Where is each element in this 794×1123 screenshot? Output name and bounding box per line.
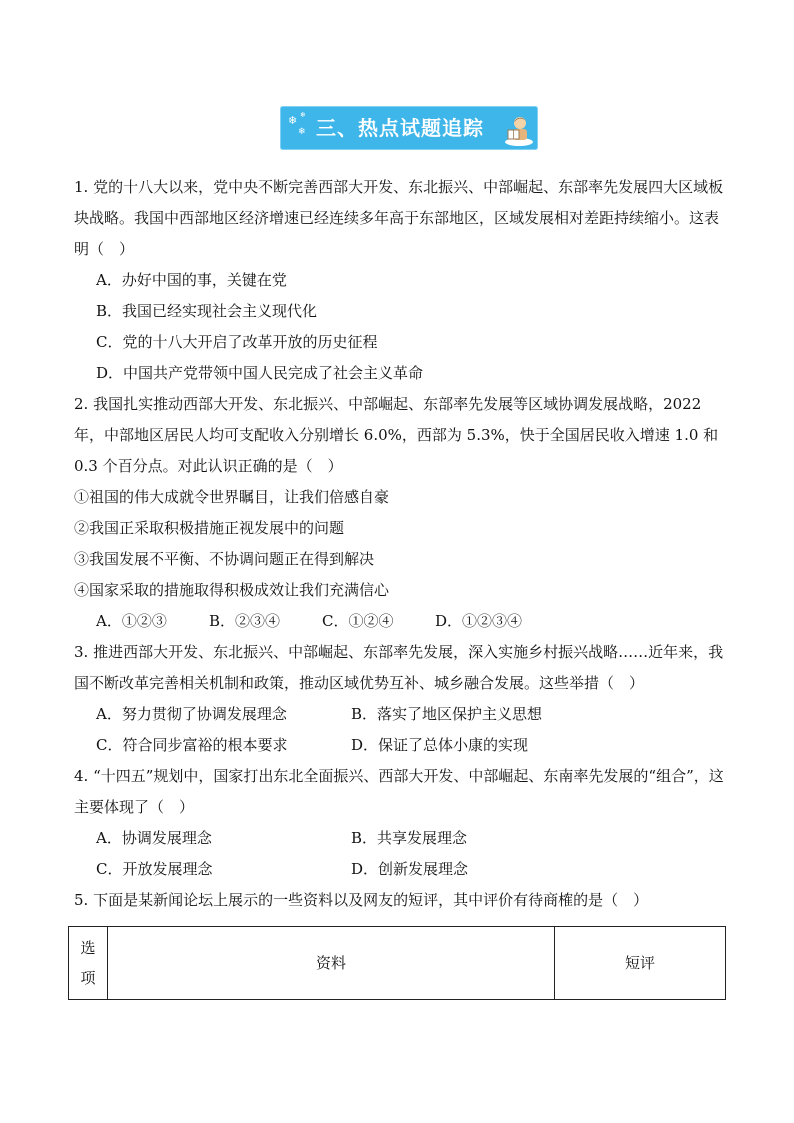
- option-b[interactable]: B．我国已经实现社会主义现代化: [96, 302, 318, 320]
- question-2: [74, 389, 724, 637]
- table-header-comment: 短评: [555, 927, 726, 1000]
- header-option-text: 选项: [80, 939, 96, 987]
- option-b[interactable]: B．落实了地区保护主义思想: [351, 705, 543, 723]
- option-c[interactable]: C．党的十八大开启了改革开放的历史征程: [96, 333, 378, 351]
- statement-2: ②我国正采取积极措施正视发展中的问题: [74, 519, 345, 537]
- question-stem: 3. 推进西部大开发、东北振兴、中部崛起、东部率先发展，深入实施乡村振兴战略……近年来，我国不断改革完善相关机制和政策，推动区域优势互补、城乡融合发展。这些举措（ ）: [74, 643, 724, 692]
- table-header-option: [69, 927, 108, 1000]
- option-d[interactable]: D．保证了总体小康的实现: [351, 736, 529, 754]
- table-header-row: [69, 927, 726, 1000]
- option-b[interactable]: B．②③④: [209, 612, 281, 630]
- option-d[interactable]: D．创新发展理念: [351, 860, 469, 878]
- option-row: [74, 699, 724, 730]
- option-a[interactable]: A．努力贯彻了协调发展理念: [96, 705, 287, 723]
- option-c[interactable]: C．开放发展理念: [96, 860, 213, 878]
- materials-table: [68, 926, 726, 1000]
- question-5: [74, 885, 724, 1000]
- option-d[interactable]: D．①②③④: [435, 612, 523, 630]
- option-a[interactable]: A．协调发展理念: [96, 829, 212, 847]
- statement-1: ①祖国的伟大成就令世界瞩目，让我们倍感自豪: [74, 488, 390, 506]
- statement-3: ③我国发展不平衡、不协调问题正在得到解决: [74, 550, 375, 568]
- question-4: [74, 761, 724, 885]
- section-title: 三、热点试题追踪: [316, 116, 484, 140]
- question-3: [74, 637, 724, 761]
- snowflake-icon: ❄: [298, 127, 306, 137]
- option-row: [74, 606, 724, 637]
- option-a[interactable]: A．办好中国的事，关键在党: [96, 271, 287, 289]
- table-header-material: 资料: [108, 927, 555, 1000]
- section-banner: [280, 106, 538, 150]
- question-stem: 5. 下面是某新闻论坛上展示的一些资料以及网友的短评，其中评价有待商榷的是（ ）: [74, 891, 649, 909]
- option-row: [74, 823, 724, 854]
- question-stem: 2. 我国扎实推动西部大开发、东北振兴、中部崛起、东部率先发展等区域协调发展战略，2022年，中部地区居民人均可支配收入分别增长 6.0%，西部为 5.3%，快于全国居民收入增速 1.0 和 0.3 个百分点。对此认识正确的是（ ）: [74, 395, 719, 475]
- question-1: [74, 172, 724, 389]
- option-row: [74, 730, 724, 761]
- option-c[interactable]: C．①②④: [322, 612, 394, 630]
- statement-4: ④国家采取的措施取得积极成效让我们充满信心: [74, 581, 390, 599]
- question-stem: 4. “十四五”规划中，国家打出东北全面振兴、西部大开发、中部崛起、东南率先发展的“组合”，这主要体现了（ ）: [74, 767, 724, 816]
- question-stem: 1. 党的十八大以来，党中央不断完善西部大开发、东北振兴、中部崛起、东部率先发展四大区域板块战略。我国中西部地区经济增速已经连续多年高于东部地区，区域发展相对差距持续缩小。这表明（ ）: [74, 178, 724, 258]
- option-c[interactable]: C．符合同步富裕的根本要求: [96, 736, 288, 754]
- option-a[interactable]: A．①②③: [96, 612, 167, 630]
- option-row: [74, 854, 724, 885]
- snowflake-icon: ❄: [288, 114, 298, 127]
- option-b[interactable]: B．共享发展理念: [351, 829, 468, 847]
- reading-child-icon: [504, 112, 534, 146]
- snowflake-icon: ❄: [300, 111, 306, 119]
- option-d[interactable]: D．中国共产党带领中国人民完成了社会主义革命: [96, 364, 424, 382]
- question-content: [74, 172, 724, 1000]
